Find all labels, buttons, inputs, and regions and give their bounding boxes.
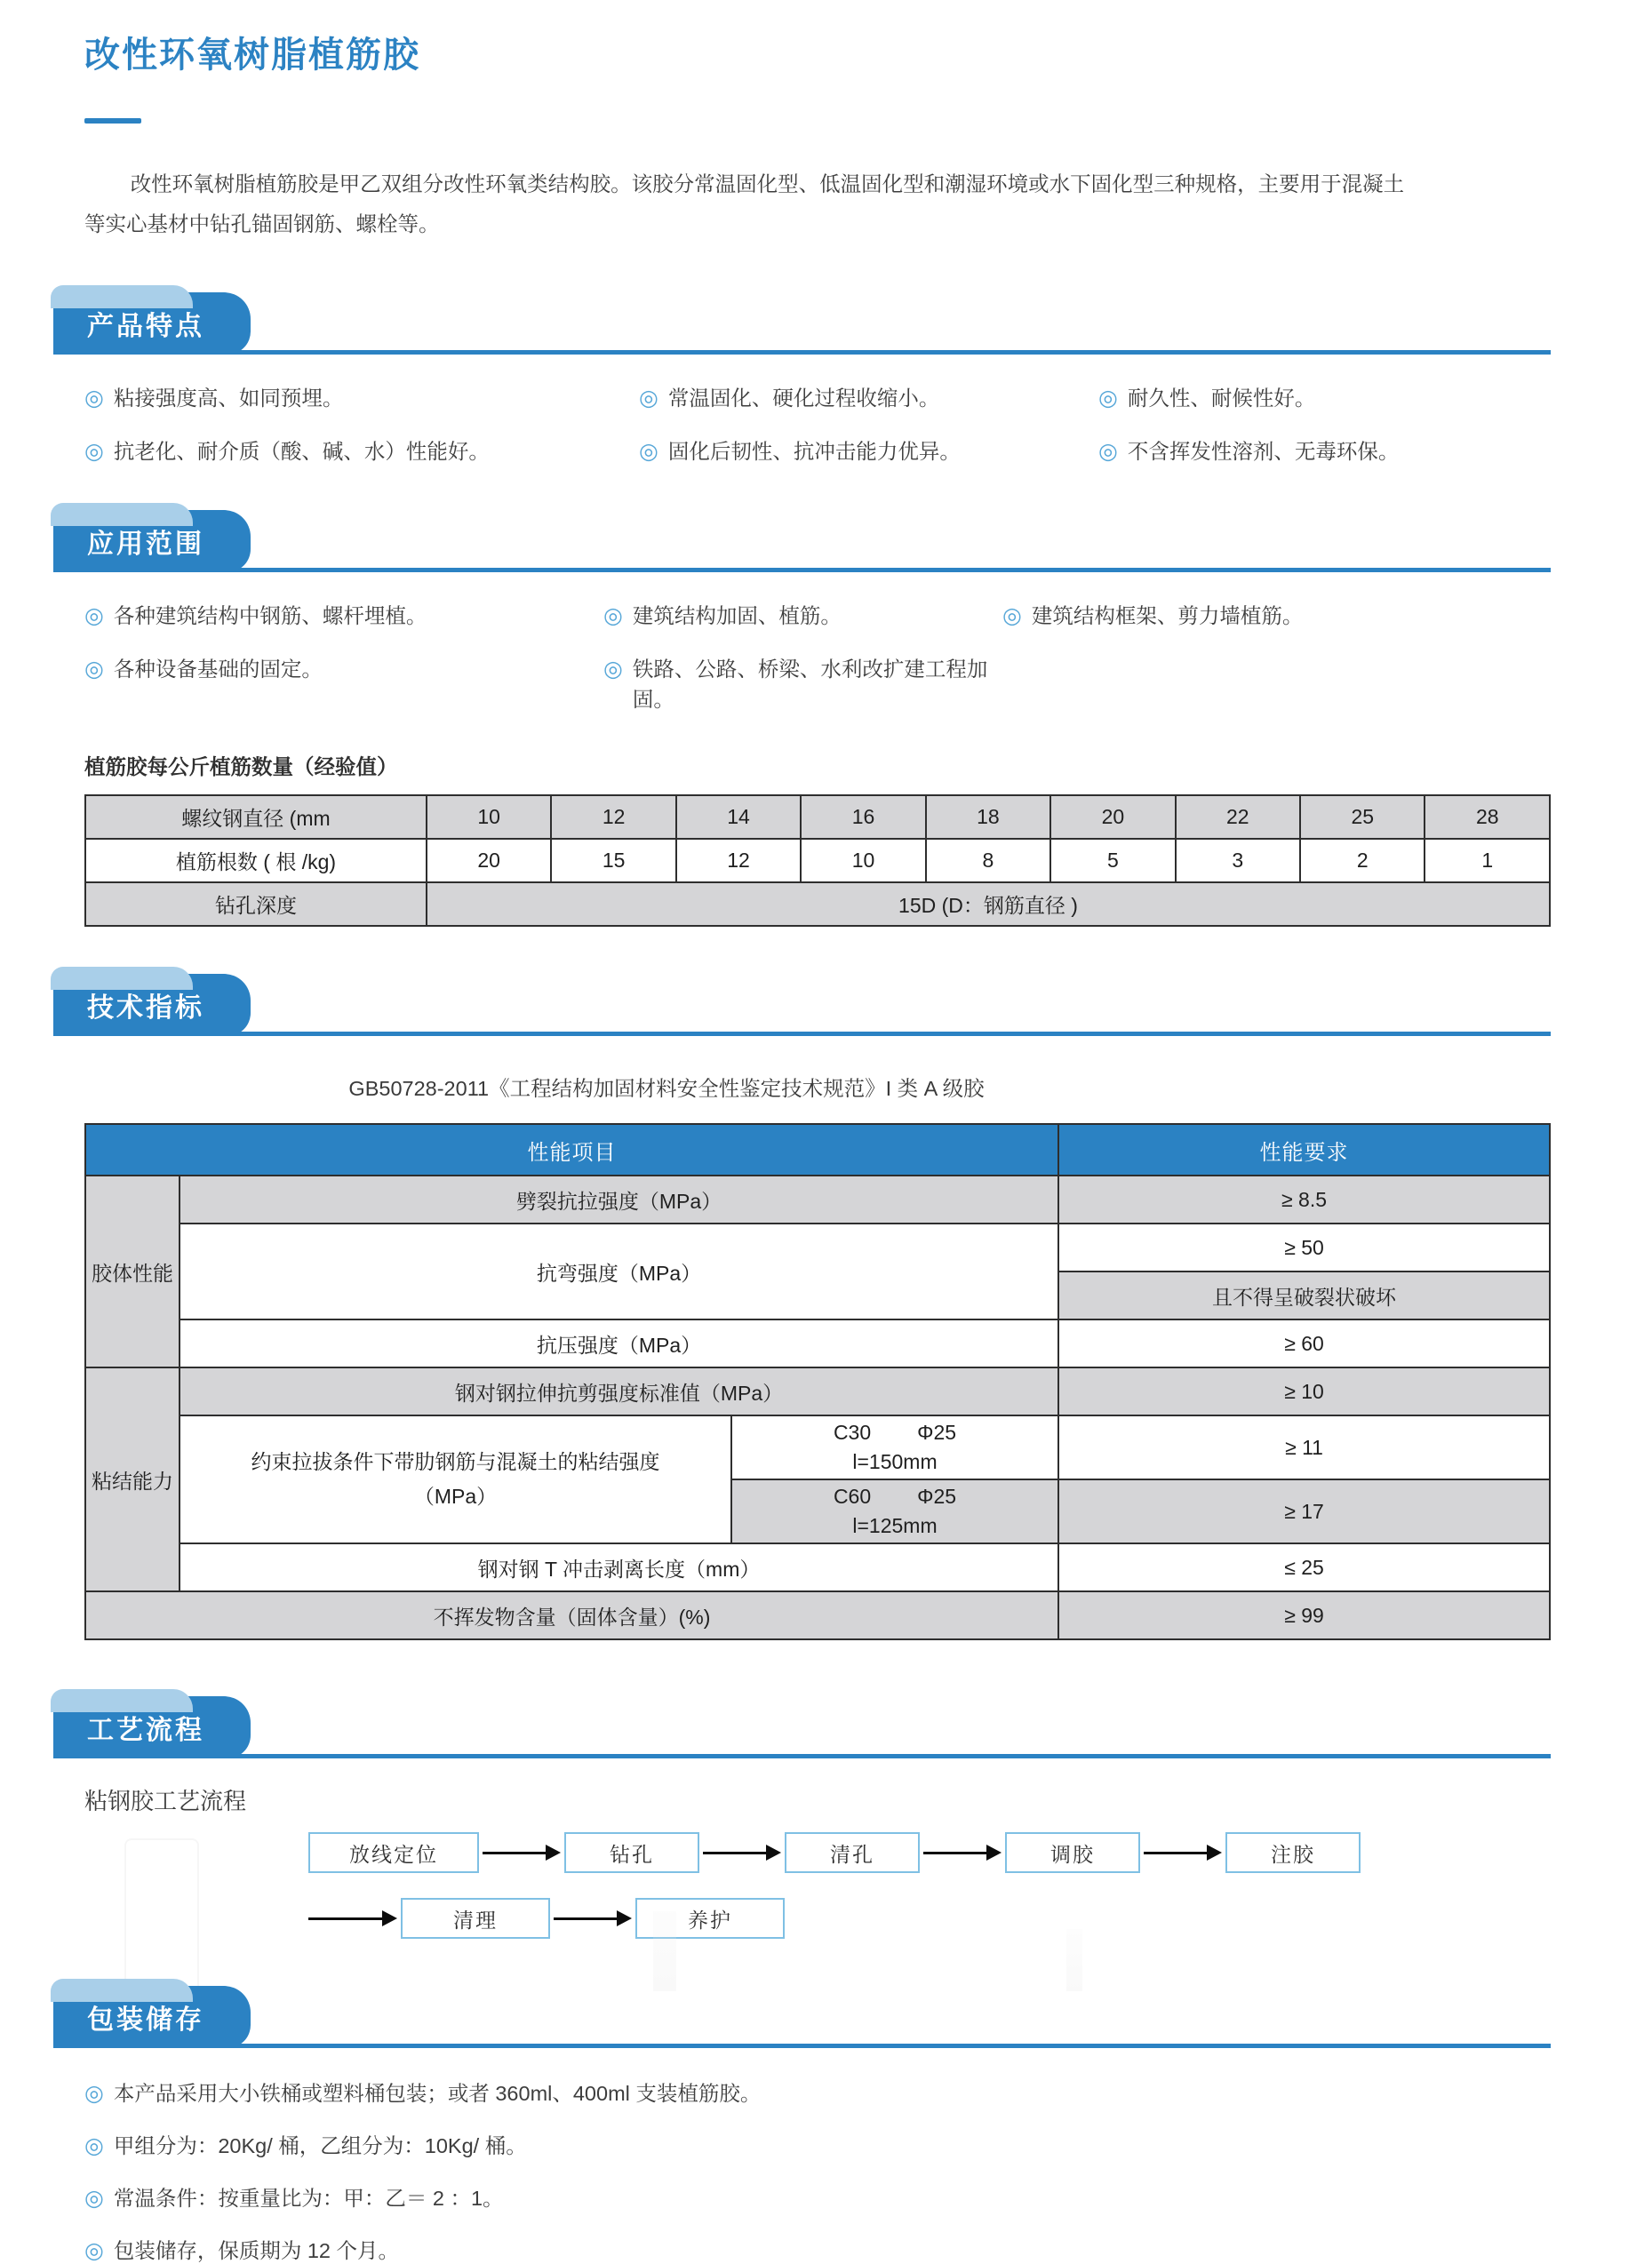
property-label: 劈裂抗拉强度（MPa） [180,1176,1058,1224]
process-flow-row-1 [308,1832,1551,1873]
property-label: 抗压强度（MPa） [180,1319,1058,1367]
intro-paragraph [84,164,1551,243]
bullseye-icon: ◎ [84,2186,104,2212]
row-header-diameter: 螺纹钢直径 (mm [85,795,427,839]
process-flow-row-2 [308,1898,1551,1939]
section-tab-packaging: 包装储存 [53,1986,251,2048]
document-page [0,27,1652,2264]
diameter-value: 10 [427,795,551,839]
condition-cell-c60 [731,1479,1058,1543]
requirement-value: ≥ 17 [1058,1479,1550,1543]
diameter-value: 25 [1300,795,1425,839]
packaging-bullet-list [84,2077,1551,2264]
count-value: 12 [676,839,801,882]
count-value: 10 [801,839,925,882]
bullseye-icon: ◎ [84,2238,104,2264]
bullseye-icon: ◎ [1098,386,1118,411]
rebar-count-table [84,794,1551,927]
feature-item [1098,381,1551,411]
intro-line-1: 改性环氧树脂植筋胶是甲乙双组分改性环氧类结构胶。该胶分常温固化型、低温固化型和潮湿环境或水下固化型三种规格，主要用于混凝土 [130,172,1405,195]
tech-spec-table [84,1123,1551,1640]
application-item [603,652,1002,713]
bullseye-icon: ◎ [639,439,658,465]
features-bullet-grid [84,381,1551,465]
row-header-count: 植筋根数 ( 根 /kg) [85,839,427,882]
table-row [85,1543,1550,1591]
bullseye-icon: ◎ [639,386,658,411]
section-header-packaging [53,1985,1551,2048]
depth-value: 15D (D：钢筋直径 ) [427,882,1550,926]
rebar-diameter: Φ25 [917,1485,957,1509]
bullseye-icon: ◎ [1098,439,1118,465]
feature-text: 耐久性、耐候性好。 [1127,387,1316,411]
flow-step-box: 清理 [401,1898,550,1939]
requirement-value: ≥ 99 [1058,1591,1550,1639]
diameter-value: 14 [676,795,801,839]
bullseye-icon: ◎ [1002,603,1022,629]
application-item [1002,599,1551,629]
row-header-depth: 钻孔深度 [85,882,427,926]
packaging-item [84,2077,1551,2107]
table-row [85,1367,1550,1415]
diameter-value: 18 [926,795,1050,839]
diameter-value: 22 [1176,795,1300,839]
flow-step-box: 清孔 [785,1832,920,1873]
application-item [603,599,1002,629]
requirement-value: 且不得呈破裂状破坏 [1058,1272,1550,1319]
count-value: 15 [551,839,675,882]
application-text: 各种设备基础的固定。 [113,658,323,682]
flow-arrow-icon [923,1845,1002,1861]
application-text: 建筑结构加固、植筋。 [632,604,842,628]
section-tab-applications: 应用范围 [53,510,251,572]
condition-spec [738,1421,1052,1445]
feature-item [84,381,639,411]
feature-text: 不含挥发性溶剂、无毒环保。 [1127,440,1400,464]
packaging-text: 包装储存，保质期为 12 个月。 [113,2239,400,2263]
table-row [85,1176,1550,1224]
section-header-process [53,1695,1551,1758]
flow-step-box: 放线定位 [308,1832,479,1873]
feature-text: 抗老化、耐介质（酸、碱、水）性能好。 [113,440,490,464]
bullseye-icon: ◎ [84,2133,104,2159]
application-text: 建筑结构框架、剪力墙植筋。 [1031,604,1304,628]
count-value: 20 [427,839,551,882]
application-item [84,599,603,629]
property-label: 抗弯强度（MPa） [180,1224,1058,1319]
feature-text: 常温固化、硬化过程收缩小。 [667,387,940,411]
anchor-length: l=125mm [852,1514,938,1538]
intro-line-2: 等实心基材中钻孔锚固钢筋、螺栓等。 [84,211,440,235]
application-text: 铁路、公路、桥梁、水利改扩建工程加固。 [632,658,988,712]
column-header-requirement: 性能要求 [1058,1124,1550,1176]
process-subtitle: 粘钢胶工艺流程 [84,1788,247,1815]
section-tab-features: 产品特点 [53,292,251,355]
flow-arrow-icon [483,1845,561,1861]
packaging-text: 本产品采用大小铁桶或塑料桶包装；或者 360ml、400ml 支装植筋胶。 [113,2082,762,2106]
feature-text: 固化后韧性、抗冲击能力优异。 [667,440,961,464]
bullseye-icon: ◎ [84,2081,104,2107]
anchor-length: l=150mm [852,1450,938,1474]
flow-arrow-icon [308,1910,397,1926]
packaging-item [84,2234,1551,2264]
table-row [85,1591,1550,1639]
flow-step-box: 养护 [635,1898,785,1939]
application-text: 各种建筑结构中钢筋、螺杆埋植。 [113,604,427,628]
group-cell-colloid: 胶体性能 [85,1176,180,1367]
feature-item [1098,434,1551,465]
table-row [85,1224,1550,1272]
count-value: 8 [926,839,1050,882]
requirement-value: ≥ 11 [1058,1415,1550,1479]
flow-step-box: 调胶 [1005,1832,1140,1873]
diameter-value: 28 [1425,795,1550,839]
column-header-item: 性能项目 [85,1124,1058,1176]
page-title: 改性环氧树脂植筋胶 [84,36,420,75]
table-row [85,882,1550,926]
table-row [85,795,1550,839]
feature-text: 粘接强度高、如同预埋。 [113,387,344,411]
packaging-text: 常温条件：按重量比为：甲：乙＝ 2 ：1。 [113,2187,504,2211]
table-row [85,1319,1550,1367]
count-value: 2 [1300,839,1425,882]
property-label: 钢对钢拉伸抗剪强度标准值（MPa） [180,1367,1058,1415]
flow-step-box: 注胶 [1225,1832,1361,1873]
diameter-value: 20 [1050,795,1175,839]
section-header-tech [53,973,1551,1036]
property-label: 钢对钢 T 冲击剥离长度（mm） [180,1543,1058,1591]
concrete-grade: C30 [833,1421,872,1445]
flow-arrow-icon [1144,1845,1222,1861]
count-value: 3 [1176,839,1300,882]
group-cell-bonding: 粘结能力 [85,1367,180,1591]
condition-spec [738,1485,1052,1509]
requirement-value: ≤ 25 [1058,1543,1550,1591]
count-value: 1 [1425,839,1550,882]
bullseye-icon: ◎ [603,657,623,682]
feature-item [639,381,1098,411]
bullseye-icon: ◎ [84,657,104,682]
applications-bullet-grid [84,599,1551,713]
section-tab-tech: 技术指标 [53,974,251,1036]
rebar-diameter: Φ25 [917,1421,957,1445]
bullseye-icon: ◎ [603,603,623,629]
title-underline-decoration [84,118,141,124]
bullseye-icon: ◎ [84,603,104,629]
bullseye-icon: ◎ [84,439,104,465]
application-item [84,652,603,713]
requirement-value: ≥ 50 [1058,1224,1550,1272]
condition-cell-c30 [731,1415,1058,1479]
requirement-value: ≥ 8.5 [1058,1176,1550,1224]
concrete-grade: C60 [833,1485,872,1509]
section-header-applications [53,509,1551,572]
diameter-value: 12 [551,795,675,839]
flow-step-box: 钻孔 [564,1832,699,1873]
tech-standard-note: GB50728-2011《工程结构加固材料安全性鉴定技术规范》I 类 A 级胶 [348,1077,985,1101]
diameter-value: 16 [801,795,925,839]
flow-arrow-icon [703,1845,781,1861]
bond-label-text: 约束拉拔条件下带肋钢筋与混凝土的粘结强度（MPa） [251,1450,660,1509]
bullseye-icon: ◎ [84,386,104,411]
property-label-bond [180,1415,731,1543]
property-label: 不挥发物含量（固体含量）(%) [85,1591,1058,1639]
table-row [85,1415,1550,1479]
requirement-value: ≥ 60 [1058,1319,1550,1367]
flow-arrow-icon [554,1910,632,1926]
packaging-text: 甲组分为：20Kg/ 桶，乙组分为：10Kg/ 桶。 [113,2134,527,2158]
count-value: 5 [1050,839,1175,882]
table-row [85,839,1550,882]
feature-item [639,434,1098,465]
requirement-value: ≥ 10 [1058,1367,1550,1415]
rebar-table-caption: 植筋胶每公斤植筋数量（经验值） [84,755,398,779]
table-header-row [85,1124,1550,1176]
packaging-item [84,2181,1551,2212]
packaging-item [84,2129,1551,2159]
feature-item [84,434,639,465]
section-header-features [53,291,1551,355]
section-tab-process: 工艺流程 [53,1696,251,1758]
